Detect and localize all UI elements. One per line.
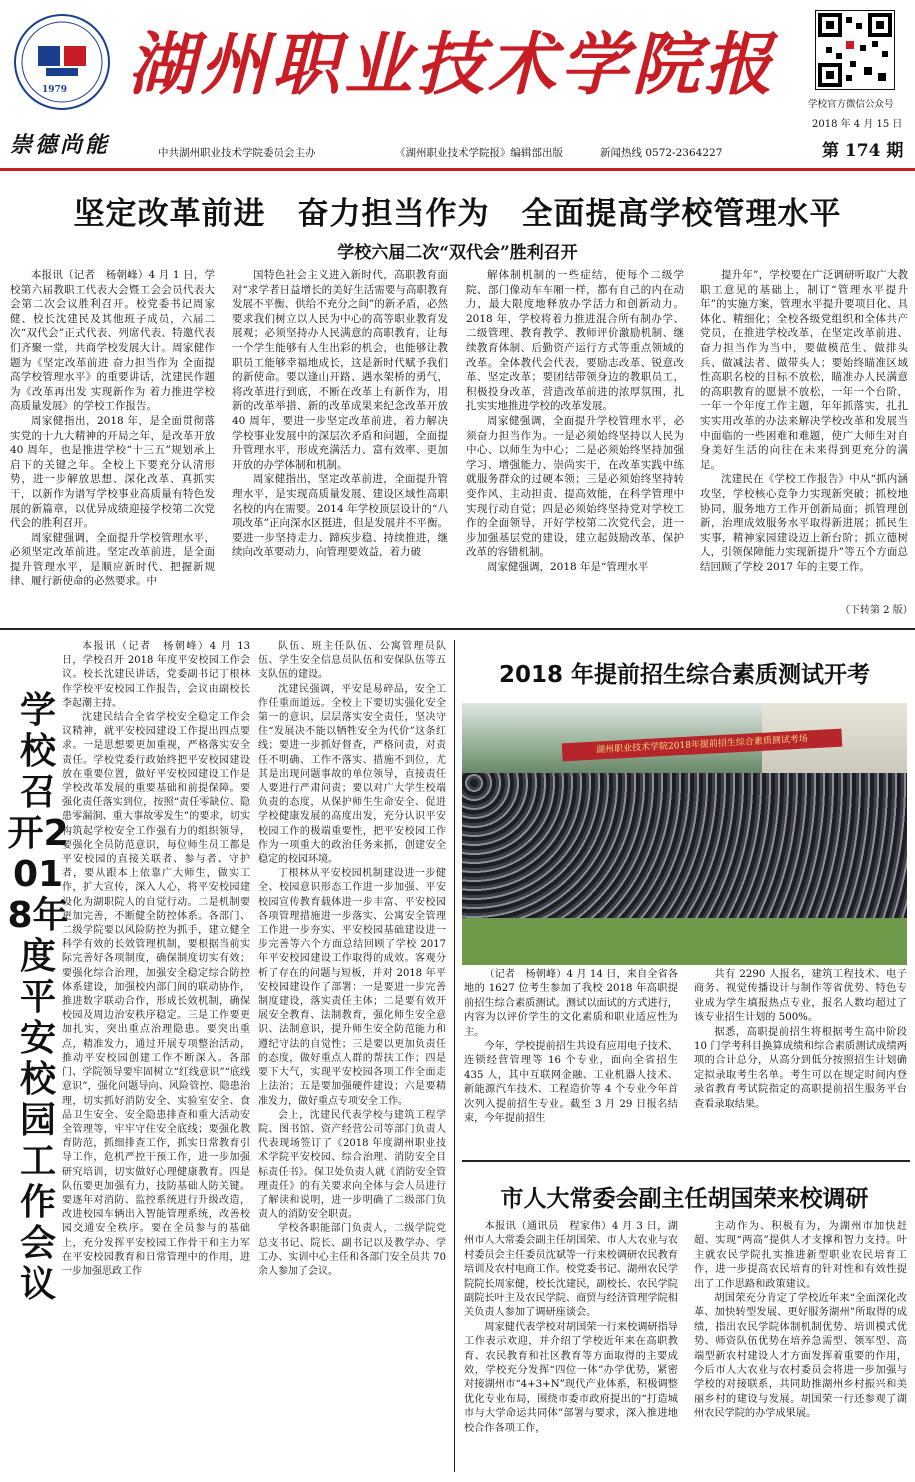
paragraph: 据悉，高职提前招生将根据考生高中阶段 10 门学考科目换算成绩和综合素质测试成绩两项的合计总分，从高分到低分按照招生计划确定拟录取考生名单。考生可以在规定时间内登录省教育考试院指定的高职提前招生服务平台查看录取结果。 xyxy=(694,1026,907,1110)
npc-column-2 xyxy=(694,1220,907,1472)
safety-title: 学校召开2018年度平安校园工作会议 xyxy=(7,690,69,1305)
paragraph: 今年，学校提前招生共设有应用电子技术、连锁经营管理等 16 个专业，面向全省招生 435 人，其中互联网金融、工业机器人技术、新能源汽车技术、工程造价等 4 个专业今年首次列入提前招生专业。截至 3 月 29 日报名结束，今年提前招生 xyxy=(464,1041,678,1125)
photo-banner: 湖州职业技术学院2018年提前招生综合素质测试考场 xyxy=(562,729,843,762)
logo-year: 1979 xyxy=(42,85,68,95)
paragraph: 学校各职能部门负责人，二级学院党总支书记、院长、副书记以及教学办、学工办、实训中心主任和各部门安全员共 70 余人参加了会议。 xyxy=(258,1223,446,1277)
paragraph: 国特色社会主义进入新时代，高职教育面对“求学者日益增长的美好生活需要与高职教育发展不平衡、供给不充分之间”的新矛盾，必然要求我们树立以人民为中心的高等职业教育发展观；必须坚持办人民满意的高职教育，让每一个学生能够有人生出彩的机会，也能够让教职员工能够幸福地成长，这是新时代赋予我们的新使命。要以逢山开路、遇水架桥的勇气，将改革进行到底，不断在改革上有新作为，用新的改革举措、新的改革成果来纪念改革开放 40 周年，要进一步坚定改革前进，着力解决学校事业发展中的深层次矛盾和问题，全面提升管理水平，形成充满活力、富有效率、更加开放的办学体制和机制。 xyxy=(232,269,448,471)
editor-line: 《湖州职业技术学院报》编辑部出版 xyxy=(395,147,563,159)
qr-code[interactable] xyxy=(815,10,895,90)
lead-subhead: 学校六届二次“双代会”胜利召开 xyxy=(337,243,578,263)
paragraph: 丁根林从平安校园机制建设进一步健全、校园意识形态工作进一步加强、平安校园宣传教育载体进一步丰富、平安校园各项管理措施进一步落实、公寓安全管理工作进一步夯实、平安校园基础建设进一步完善等六个方面总结回顾了学校 2017 年平安校园建设工作取得的成效。客观分析了存在的问题与短板，并对 2018 年平安校园建设作了部署：一是要进一步完善制度建设，落实责任主体；二是要有效开展安全教育、法制教育，强化师生安全意识、法制意识，提升师生安全防范能力和遵纪守法的自觉性；三是要以更加负责任的态度，做好重点人群的帮扶工作；四是要下大气，实现平安校园各项工作全面走上法治；五是要加强硬件建设；六是要精准发力，做好重点专项安全工作。 xyxy=(258,868,446,1107)
continued-note: （下转第 2 版） xyxy=(840,605,913,616)
paragraph: 沈建民强调，平安是易碎品，安全工作任重而道远。全校上下要切实强化安全第一的意识，层层落实安全责任，坚决守住“发展决不能以牺牲安全为代价”这条红线；要进一步抓好督查，严格问责，对责任不明确、工作不落实、措施不到位，尤其是出现问题事故的单位领导，直接责任人要进行严肃问责；要以对广大学生校端负责的态度，从保护师生生命安全、促进学校健康发展的高度出发，充分认识平安校园工作的极端重要性，把平安校园工作作为一项重大的政治任务来抓，创建安全稳定的校园环境。 xyxy=(258,683,446,866)
paragraph: 周家健强调，2018 年是“管理水平 xyxy=(487,560,649,573)
exam-title: 2018 年提前招生综合素质测试开考 xyxy=(498,662,871,688)
qr-caption: 学校官方微信公众号 xyxy=(808,99,894,110)
lead-column-1 xyxy=(10,268,215,623)
paragraph: 周家健代表学校对胡国荣一行来校调研指导工作表示欢迎，并介绍了学校近年来在高职教育、农民教育和社区教育等方面取得的主要成效，学校充分发挥“四位一体”办学优势，紧密对接湖州市“4+3+N”现代产业体系，积极调整优化专业布局，围绕市委市政府提出的“打造城市与大学命运共同体”部署与要求，深入推进地校合作各项工作， xyxy=(464,1321,678,1434)
paragraph: 本报讯（记者 杨朝峰）4 月 13 日，学校召开 2018 年度平安校园工作会议。校长沈建民讲话，党委副书记丁根林作学校平安校园工作报告，会议由副校长李起潮主持。 xyxy=(62,641,250,709)
paragraph: 会上，沈建民代表学校与建筑工程学院、图书馆、资产经营公司等部门负责人代表现场签订了《2018 年度湖州职业技术学院平安校园、综合治理、消防安全目标责任书》。保卫处负责人就《消防安全管理责任》的有关要求向全体与会人员进行了解读和说明，进一步明确了二级部门负责人的消防安全职责。 xyxy=(258,1109,446,1221)
exam-column-2 xyxy=(694,968,907,1138)
lead-headline: 坚定改革前进 奋力担当作为 全面提高学校管理水平 xyxy=(73,196,842,232)
section-rule-2 xyxy=(462,1160,910,1162)
paragraph: 主动作为、积极有为，为湖州市加快赶超、实现“两高”提供人才支撑和智力支持。叶主就农民学院扎实推进新型职业农民培育工作，进一步提高农民培育的针对性和有效性提出了工作思路和政策建议。 xyxy=(694,1221,907,1290)
paragraph: 胡国荣充分肯定了学校近年来“全面深化改革、加快转型发展、更好服务湖州”所取得的成绩，指出农民学院体制机制优势、培训模式优势、师资队伍优势在培养急需型、领军型、高端型新农村建设人才方面发挥着重要的作用，今后市人大农业与农村委员会将进一步加强与学校的对接联系，共同助推湖州乡村振兴和美丽乡村的建设与发展。胡国荣一行还参观了湖州农民学院的办学成果展。 xyxy=(694,1293,907,1420)
paragraph: 沈建民在《学校工作报告》中从“抓内涵攻坚，学校核心竞争力实现新突破；抓校地协同，服务地方工作开创新局面；抓管理创新，治理成效服务水平取得新进展；抓民生实事，精神家园建设迈上新台阶；抓立德树人，引领保障能力实现新提升”等五个方面总结回顾了学校 2017 年的主要工作。 xyxy=(700,473,908,573)
paragraph: 共有 2290 人报名，建筑工程技术、电子商务、视觉传播设计与制作等省优势、特色专业成为学生填报热点专业，报名人数均超过了该专业招生计划的 500%。 xyxy=(694,969,907,1024)
newspaper-title: 湖州职业技术学院报 xyxy=(128,26,777,105)
npc-column-1 xyxy=(464,1220,678,1472)
photo-grass xyxy=(462,918,907,965)
safety-column-1 xyxy=(62,640,250,1472)
lead-column-4 xyxy=(700,268,908,606)
paragraph: 周家健强调，全面提升学校管理水平，必须坚定改革前进。坚定改革前进，是全面提升管理水平，是顺应新时代、把握新规律、履行新使命的必然要求。中 xyxy=(10,531,215,588)
paragraph: 周家健指出，2018 年，是全面贯彻落实党的十九大精神的开局之年，是改革开放 40 周年，也是推进学校“十三五”规划承上启下的关键之年。全校上下要充分认清形势，进一步解放思想、深化改革、真抓实干，以新作为谱写学校事业高质量有特色发展的新篇章，以优异成绩迎接学校第二次党代会的胜利召开。 xyxy=(10,414,215,530)
column-divider xyxy=(454,640,455,1472)
hotline: 新闻热线 0572-2364227 xyxy=(600,147,723,159)
masthead-rule xyxy=(0,168,915,171)
motto: 崇德尚能 xyxy=(10,132,111,158)
paragraph: 周家健强调，全面提升学校管理水平，必须奋力担当作为。一是必须始终坚持以人民为中心、以师生为中心；二是必须始终坚持加强学习、增强能力、崇尚实干，在改革实践中练就服务群众的过硬本领；三是必须始终坚持转变作风、主动担责、提高效能，在科学管理中实现行动自觉；四是必须始终坚持党对学校工作的全面领导，开好学校第二次党代会，进一步加强基层党的建设，建立起鼓励改革、保护改革的容错机制。 xyxy=(466,414,684,559)
paragraph: 队伍、班主任队伍、公寓管理员队伍、学生安全信息员队伍和安保队伍等五支队伍的建设。 xyxy=(258,641,446,681)
issue-date: 2018 年 4 月 15 日 xyxy=(812,119,903,130)
qr-code-icon xyxy=(816,11,894,89)
section-rule xyxy=(0,628,915,630)
lead-column-2 xyxy=(232,268,448,623)
sponsor-line: 中共湖州职业技术学院委员会主办 xyxy=(158,147,316,159)
paragraph: 周家健指出，坚定改革前进，全面提升管理水平，是实现高质量发展、建设区域性高职名校的内在需要。2014 年学校顶层设计的“八项改革”正向深水区挺进，但是发展并不平衡。要进一步坚持走力、蹄疾步稳、持续推进，继续向改革要动力，向管理要效益，着力破 xyxy=(232,473,448,559)
exam-column-1 xyxy=(464,968,678,1138)
paragraph: 沈建民结合全省学校安全稳定工作会议精神，就平安校园建设工作提出四点要求。一是思想要更加重视，严格落实安全责任。学校党委行政始终把平安校园建设放在重要位置，做好平安校园建设工作是学校改革发展的重要基础和前提保障。要强化责任落实到位，按照“责任零缺位、隐患零漏洞、重大事故零发生”的要求，切实构筑起学校安全工作强有力的组织领导，要强化全员防范意识，每位师生员工都是平安校园的直接关联者、参与者、守护者，要从跟本上依靠广大师生，做实工作，扩大宣传，深入人心，将平安校园建设化为湖职院人的自觉行动。二是机制要更加完善，不断健全防控体系。各部门、二级学院要以风险防控为抓手，建立健全科学有效的长效管理机制，要根据当前实际完善好各项制度，确保制度切实有效；要强化综合治理，加强安全稳定综合防控体系建设，加强校内部门间的联动协作，推进数字联动合作，形成长效机制，确保校园及周边治安秩序稳定。三是工作要更加扎实，突出重点治理隐患。要突出重点，精准发力，通过开展专项整治活动，推动平安校园创建工作不断深入。各部门、学院领导要牢固树立“红线意识”“底线意识”，强化问题导向、风险管控、隐患治理，切实抓好消防安全、实验室安全、食品卫生安全、安全隐患排查和重大活动安全管理等，牢牢守住安全底线；要强化教育防范，抓细排查工作，抓实日常教育引导工作，危机严控干预工作，进一步加强研究培训，切实做好心理健康教育。四是队伍要更加强有力，技防基础人防关键。要逐年对消防、监控系统进行升级改造，改进校园车辆出入智能管理系统，改善校园交通安全秩序。要在全员参与的基础上，充分发挥平安校园工作骨干和主力军在平安校园教育和日常管理中的作用，进一步加强思政工作 xyxy=(62,712,250,1277)
paragraph: 提升年”，学校要在广泛调研听取广大教职工意见的基础上，制订“管理水平提升年”的实施方案，管理水平提升要项目化、具体化、精细化；全校各级党组织和全体共产党员，在推进学校改革，在坚定改革前进、奋力担当作为当中，要做模范生、做排头兵、做减法者、做带头人；要始终瞄准区域性高职名校的目标不放松，瞄准办人民满意的高职教育的愿景不放松，一年一个台阶，一年一个年度工作主题，年年抓落实，扎扎实实用改革的办法来解决学校改革和发展当中面临的一些困难和难题，使广大师生对自身美好生活的向往在未来得到更充分的满足。 xyxy=(700,269,908,471)
paragraph: 本报讯（记者 杨朝峰）4 月 1 日，学校第六届教职工代表大会暨工会会员代表大会第二次会议胜利召开。校党委书记周家健、校长沈建民及其他班子成员，六届二次“双代会”正式代表、列席代表、特邀代表们齐聚一堂，共商学校发展大计。周家健作题为《坚定改革前进 奋力担当作为 全面提高学校管理水平》的重要讲话，沈建民作题为《改革再出发 实现新作为 着力推进学校高质量发展》的学校工作报告。 xyxy=(10,269,215,413)
paragraph: （记者 杨朝峰）4 月 14 日，来自全省各地的 1627 位考生参加了我校 2018 年高职提前招生综合素质测试。测试以面试的方式进行，内容为以评价学生的文化素质和职业适应性为主。 xyxy=(464,969,678,1038)
issue-number: 第 174 期 xyxy=(822,141,904,161)
npc-title: 市人大常委会副主任胡国荣来校调研 xyxy=(500,1186,869,1212)
exam-photo xyxy=(462,703,907,965)
paragraph: 解体制机制的一些症结，使每个二级学院、部门像动车车厢一样，都有自己的内在动力，最大限度地释放办学活力和创新动力。2018 年，学校将着力推进混合所有制办学、二级管理、教育教学、教师评价激励机制、继续教育体制、后勤资产运行方式等重点领域的改革。全体教代会代表，要励志改革、锐意改革、坚定改革；要团结带领身边的教职员工，积极投身改革，营造改革前进的浓厚氛围，扎扎实实地推进学校的改革发展。 xyxy=(466,269,684,413)
safety-column-2 xyxy=(258,640,446,1472)
paragraph: 本报讯（通讯员 程家伟）4 月 3 日，湖州市人大常委会副主任胡国荣、市人大农业与农村委员会主任委员沈斌等一行来校调研农民教育培训及农村电商工作。校党委书记、湖州农民学院院长周家健，校长沈建民，副校长、农民学院副院长叶主及农民学院、商贸与经济管理学院相关负责人参加了调研座谈会。 xyxy=(464,1221,678,1319)
lead-column-3 xyxy=(466,268,684,623)
